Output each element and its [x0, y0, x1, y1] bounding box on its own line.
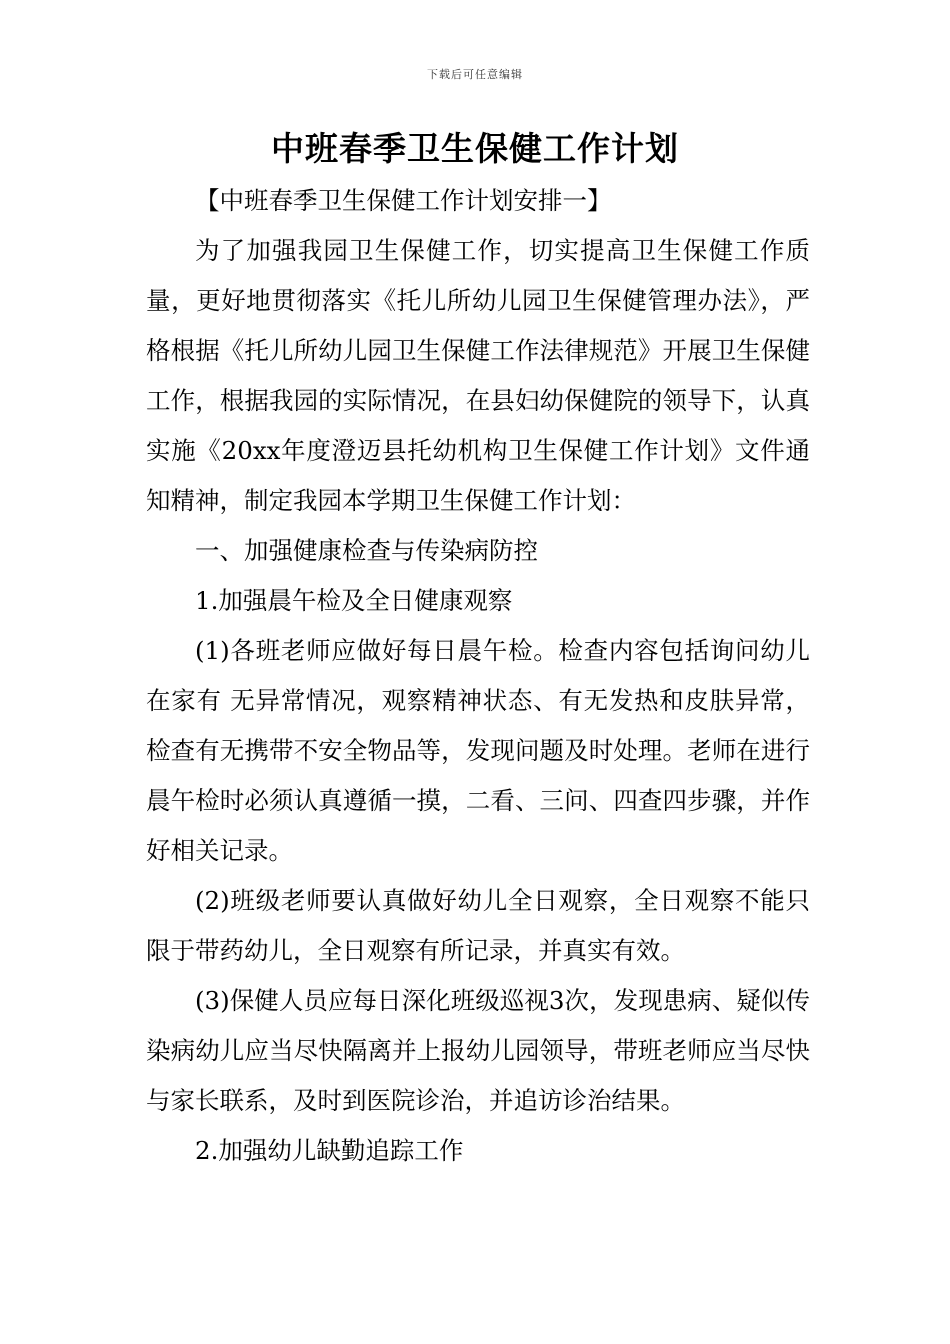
paragraph: 为了加强我园卫生保健工作，切实提高卫生保健工作质量，更好地贯彻落实《托儿所幼儿园卫生保健管理办法》，严格根据《托儿所幼儿园卫生保健工作法律规范》开展卫生保健工作，根据我园的实际情况，在县妇幼保健院的领导下，认真实施《20xx年度澄迈县托幼机构卫生保健工作计划》文件通知精神，制定我园本学期卫生保健工作计划：	[146, 236, 810, 515]
section-heading: 【中班春季卫生保健工作计划安排一】	[195, 186, 612, 215]
paragraph: (3)保健人员应每日深化班级巡视3次，发现患病、疑似传染病幼儿应当尽快隔离并上报幼儿园领导，带班老师应当尽快与家长联系，及时到医院诊治，并追访诊治结果。	[146, 986, 810, 1115]
document-body	[146, 176, 810, 1176]
paragraph: (2)班级老师要认真做好幼儿全日观察，全日观察不能只限于带药幼儿，全日观察有所记录，并真实有效。	[146, 886, 810, 965]
paragraph: (1)各班老师应做好每日晨午检。检查内容包括询问幼儿在家有 无异常情况，观察精神状态、有无发热和皮肤异常，检查有无携带不安全物品等，发现问题及时处理。老师在进行晨午检时必须认真遵循一摸，二看、三问、四查四步骤，并作好相关记录。	[146, 636, 810, 865]
subsection-heading: 1.加强晨午检及全日健康观察	[195, 586, 513, 615]
header-note: 下载后可任意编辑	[427, 68, 523, 81]
section-heading: 一、加强健康检查与传染病防控	[195, 536, 538, 565]
document-title: 中班春季卫生保健工作计划	[271, 129, 679, 168]
subsection-heading: 2.加强幼儿缺勤追踪工作	[195, 1136, 464, 1165]
